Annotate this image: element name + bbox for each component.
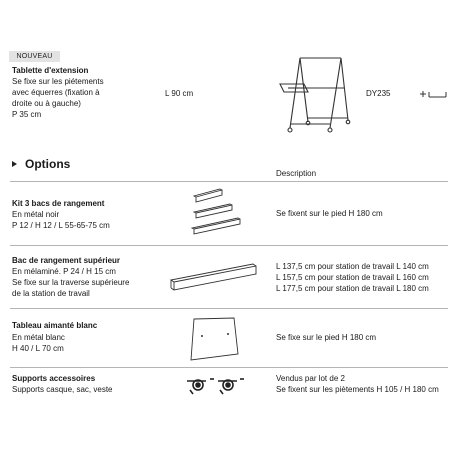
option-line: P 12 / H 12 / L 55-65-75 cm — [12, 221, 110, 230]
product-line-2: avec équerres (fixation à — [12, 88, 100, 97]
option-description: Se fixent sur le pied H 180 cm — [276, 209, 383, 218]
option-line: En mélaminé. P 24 / H 15 cm — [12, 267, 116, 276]
option-name-storage-kit: Kit 3 bacs de rangement — [12, 199, 105, 208]
option-description: L 157,5 cm pour station de travail L 160 cm — [276, 273, 429, 282]
new-badge: NOUVEAU — [9, 51, 60, 62]
options-divider — [10, 181, 448, 182]
option-description: Se fixe sur le pied H 180 cm — [276, 333, 377, 342]
option-line: de la station de travail — [12, 289, 90, 298]
option-line: Supports casque, sac, veste — [12, 385, 113, 394]
option-description: L 137,5 cm pour station de travail L 140 cm — [276, 262, 429, 271]
option-line: Se fixe sur la traverse supérieure — [12, 278, 130, 287]
accessory-hooks-illustration — [184, 372, 246, 398]
description-header: Description — [276, 169, 317, 178]
magnetic-board-illustration — [190, 314, 244, 362]
options-title: Options — [25, 157, 71, 171]
product-name: Tablette d'extension — [12, 66, 89, 75]
product-line-3: droite ou à gauche) — [12, 99, 81, 108]
product-depth: P 35 cm — [12, 110, 42, 119]
option-line: En métal noir — [12, 210, 60, 219]
option-description: Vendus par lot de 2 — [276, 374, 345, 383]
storage-trays-illustration — [188, 186, 244, 236]
plus-extension-icon — [418, 88, 448, 100]
option-name-magnetic-board: Tableau aimanté blanc — [12, 321, 98, 330]
row-divider — [10, 245, 448, 246]
workstation-extension-illustration — [278, 52, 350, 136]
option-line: En métal blanc — [12, 333, 65, 342]
option-name-accessory-hooks: Supports accessoires — [12, 374, 96, 383]
option-description: Se fixent sur les piètements H 105 / H 180 cm — [276, 385, 439, 394]
option-line: H 40 / L 70 cm — [12, 344, 64, 353]
product-reference: DY235 — [366, 89, 391, 98]
row-divider — [10, 367, 448, 368]
row-divider — [10, 308, 448, 309]
option-description: L 177,5 cm pour station de travail L 180 cm — [276, 284, 429, 293]
product-line-1: Se fixe sur les piétements — [12, 77, 104, 86]
options-arrow-icon — [12, 161, 17, 167]
top-tray-illustration — [170, 262, 260, 296]
product-length: L 90 cm — [165, 89, 194, 98]
option-name-top-tray: Bac de rangement supérieur — [12, 256, 121, 265]
